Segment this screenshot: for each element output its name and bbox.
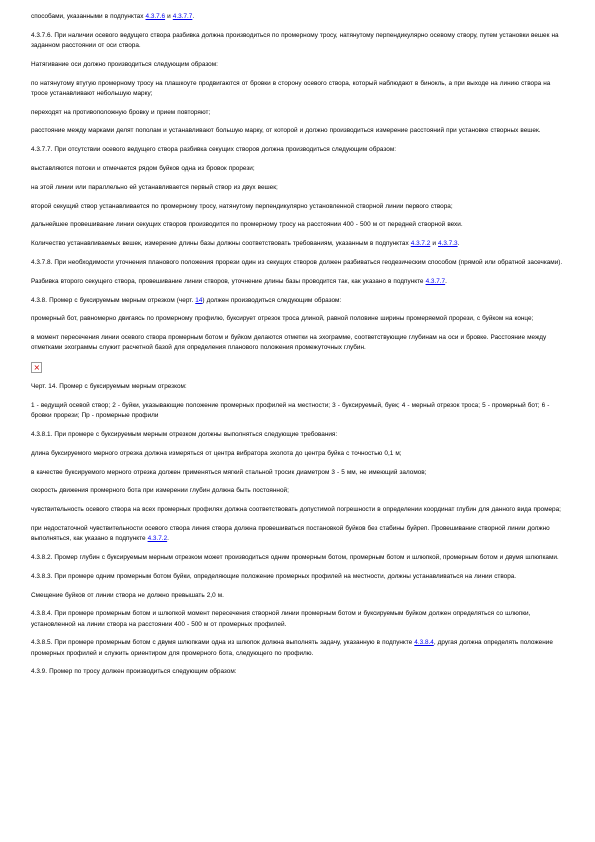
reference-link[interactable]: 4.3.7.6 [145,13,166,20]
paragraph [31,145,563,155]
paragraph [31,296,563,306]
paragraph-text: по натянутому втугую промерному тросу на плашкоуте продвигаются от бровки в сторону осевого створа, который наблюдают в бинокль, а при выходе на линию створа на тросе устанавливают небольшую марку; [31,79,551,97]
document-body [31,12,563,686]
paragraph [31,430,563,440]
paragraph-text: 1 - ведущий осевой створ; 2 - буйки, указывающие положение промерных профилей на местности; 3 - буксируемый, буек; 4 - мерный отрезок троса; 5 - промерный бот; 6 - бровки прорези; Пр - промерные профили [31,401,550,420]
reference-link[interactable]: 4.3.7.2 [410,240,431,248]
paragraph-text: 4.3.8. Промер с буксируемым мерным отрезком (черт. [31,296,196,304]
paragraph-text: 4.3.8.1. При промере с буксируемым мерным отрезком должны выполняться следующие требования: [31,430,338,438]
paragraph-text: второй секущий створ устанавливается по промерному тросу, натянутому перпендикулярно установленной створной линии первого створа; [31,202,453,210]
paragraph-text: способами, указанными в подпунктах [31,13,146,20]
paragraph [31,183,563,193]
paragraph-text: 4.3.7.8. При необходимости уточнения планового положения прорези один из секущих створов должен разбиваться геодезическим способом (прямой или обратной засечками). [31,258,563,266]
paragraph [31,277,563,287]
paragraph-text: выставляются потоки и отмечается рядом буйков одна из бровок прорези; [31,164,255,172]
paragraph-text: Натягивание оси должно производиться следующим образом: [31,60,218,68]
broken-image-icon [31,362,42,373]
paragraph-text: . [167,535,169,543]
reference-link[interactable]: 4.3.7.3 [438,240,458,248]
paragraph [31,239,563,249]
paragraph [31,609,563,629]
paragraph-text: 4.3.8.3. При промере одним промерным ботом буйки, определяющие положение промерных профилей на местности, должны устанавливаться на линии створа. [31,572,517,580]
paragraph-text: при недостаточной чувствительности осевого створа линия створа должна провешиваться постановкой буйков без стабины буйреп. Провешивание створной линии должно выполняться, как указано в подпункте [31,524,550,543]
paragraph-text: Черт. 14. Промер с буксируемым мерным отрезком: [31,383,187,391]
paragraph-text: 4.3.8.4. При промере промерным ботом и шлюпкой момент пересечения створной линии промерным ботом и буксируемым буйком должен определяться со шлюпки, установленной на линии створа на расстоянии 400 - 500 м от промерных профилей. [31,610,531,628]
reference-link[interactable]: 4.3.8.4 [414,639,434,647]
paragraph [31,638,563,658]
paragraph [31,382,563,392]
paragraph-text: и [430,240,439,248]
paragraph-text: скорость движения промерного бота при измерении глубин должна быть постоянной; [31,487,289,495]
paragraph [31,164,563,174]
paragraph [31,468,563,478]
paragraph-text: ) должен производиться следующим образом: [202,296,342,304]
reference-link[interactable]: 4.3.7.2 [147,535,168,543]
paragraph-text: и [165,13,173,20]
paragraph-text: чувствительность осевого створа на всех промерных профилях должна соответствовать допустимой погрешности в определении координат глубин для данного вида промера; [31,506,561,514]
paragraph [31,333,563,353]
paragraph [31,258,563,268]
reference-link[interactable]: 14 [195,296,203,304]
paragraph-text: длина буксируемого мерного отрезка должна измеряться от центра вибратора эхолота до центра буйка с точностью 0,1 м; [31,449,402,457]
paragraph [31,553,563,563]
paragraph [31,505,563,515]
paragraph [31,667,563,677]
paragraph-text: . [192,13,195,20]
paragraph-text: . [457,240,460,248]
paragraph-text: Смещение буйков от линии створа не должно превышать 2,0 м. [31,591,224,599]
paragraph-text: в момент пересечения линии осевого створа промерным ботом и буйком делаются отметки на эхограмме, соответствующие глубинам на оси и бровке. Расстояние между отметками эхограммы служит расчетной базой для определения планового положения промежуточных глубин. [31,334,547,352]
reference-link[interactable]: 4.3.7.7 [172,13,193,20]
paragraph-text: на этой линии или параллельно ей устанавливается первый створ из двух вешек; [31,183,278,191]
paragraph [31,12,563,22]
paragraph-text: 4.3.9. Промер по тросу должен производиться следующим образом: [31,668,237,676]
paragraph [31,401,563,421]
paragraph-text: 4.3.7.7. При отсутствии осевого ведущего створа разбивка секущих створов должна производиться следующим образом: [31,146,396,154]
paragraph-text: дальнейшее провешивание линии секущих створов производится по промерному тросу на расстоянии 400 - 500 м от передней створной вехи. [31,221,463,229]
paragraph [31,572,563,582]
paragraph [31,31,563,51]
paragraph-text: 4.3.8.2. Промер глубин с буксируемым мерным отрезком может производиться одним промерным ботом, промерным ботом и шлюпкой, промерным ботом и двумя шлюпками. [31,553,559,561]
reference-link[interactable]: 4.3.7.7 [425,277,446,285]
paragraph [31,60,563,70]
paragraph-text: , другая должна определять положение промерных профилей и служить ориентиром для промерного бота, следующего по профилю. [31,639,553,657]
paragraph-text: Количество устанавливаемых вешек, измерение длины базы должны соответствовать требованиям, указанным в подпунктах [31,240,411,248]
paragraph [31,202,563,212]
paragraph-text: . [445,277,447,285]
paragraph [31,79,563,99]
paragraph [31,108,563,118]
paragraph [31,126,563,136]
paragraph [31,449,563,459]
paragraph-text: 4.3.8.5. При промере промерным ботом с двумя шлюпками одна из шлюпок должна выполнять задачу, указанную в подпункте [31,639,415,647]
paragraph [31,314,563,324]
paragraph-text: переходят на противоположную бровку и прием повторяют; [31,108,211,116]
paragraph [31,486,563,496]
paragraph-text: Разбивка второго секущего створа, провешивание линии створов, уточнение длины базы проводится так, как указано в подпункте [31,277,426,285]
paragraph-text: в качестве буксируемого мерного отрезка должен применяться мягкий стальной тросик диаметром 3 - 5 мм, не имеющий заломов; [31,468,427,476]
paragraph-text: расстояние между марками делят пополам и устанавливают большую марку, от которой и должно производиться измерение расстояний при установке створных вешек. [31,127,541,135]
paragraph [31,524,563,544]
paragraph-text: 4.3.7.6. При наличии осевого ведущего створа разбивка должна производиться по промерному тросу, натянутому перпендикулярно осевому створу, путем установки вешек на заданном расстоянии от оси створа. [31,31,559,49]
paragraph [31,220,563,230]
paragraph [31,591,563,601]
paragraph-text: промерный бот, равномерно двигаясь по промерному профилю, буксирует отрезок троса длиной, равной половине ширины промеряемой прорези, с буйком на конце; [31,315,534,323]
